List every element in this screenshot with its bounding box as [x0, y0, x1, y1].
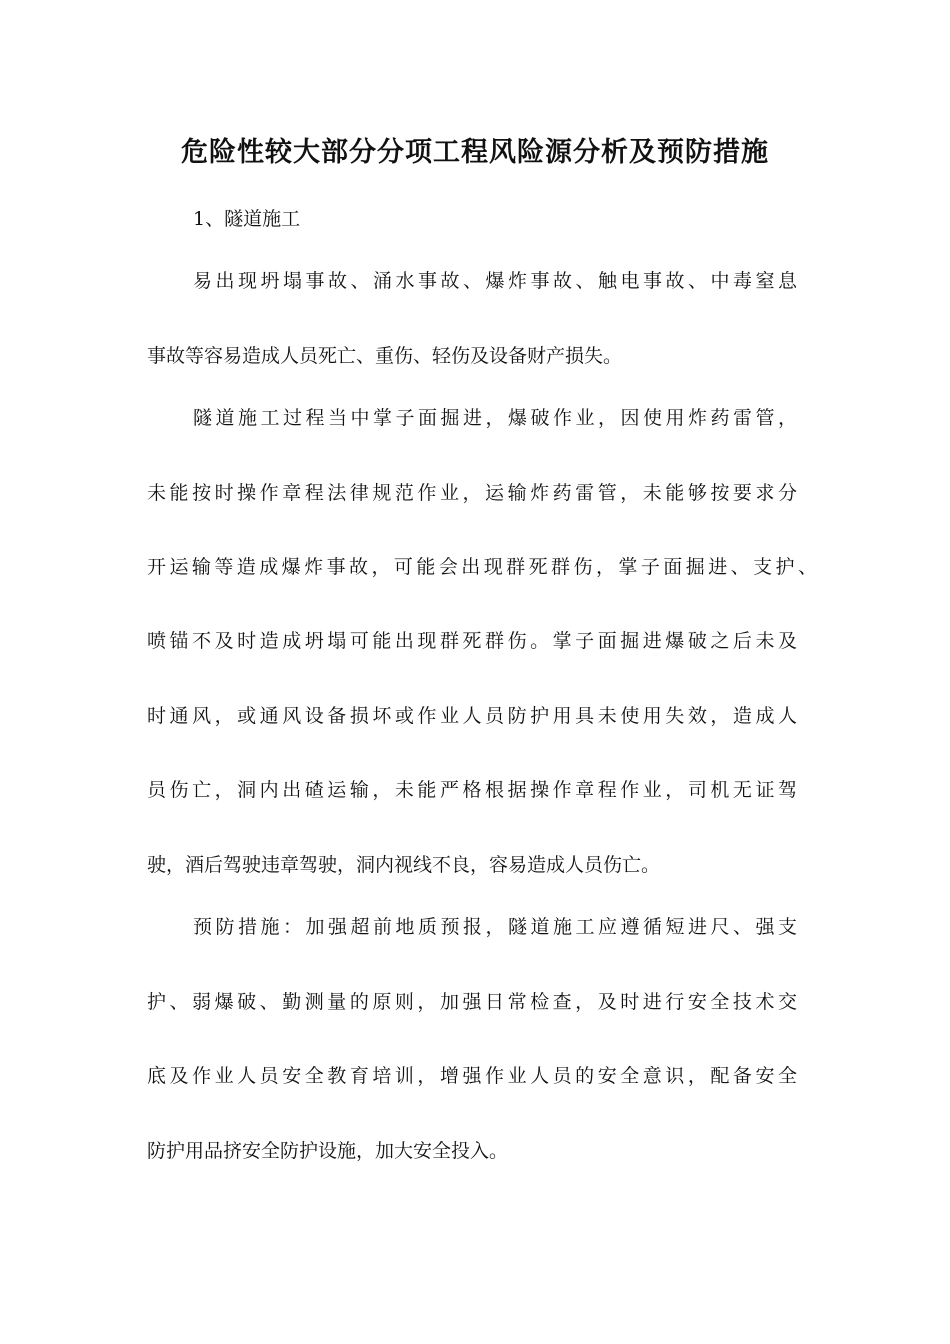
- paragraph-2-line-6: 员伤亡，洞内出碴运输，未能严格根据操作章程作业，司机无证驾: [147, 779, 797, 801]
- section-heading: 1、隧道施工: [193, 208, 301, 230]
- paragraph-2-line-2: 未能按时操作章程法律规范作业，运输炸药雷管，未能够按要求分: [147, 482, 797, 504]
- paragraph-2-line-7: 驶，酒后驾驶违章驾驶，洞内视线不良，容易造成人员伤亡。: [147, 854, 661, 876]
- paragraph-1-line-1: 易出现坍塌事故、涌水事故、爆炸事故、触电事故、中毒窒息: [193, 270, 797, 292]
- paragraph-3-line-2: 护、弱爆破、勤测量的原则，加强日常检查，及时进行安全技术交: [147, 991, 797, 1013]
- paragraph-3-line-1: 预防措施：加强超前地质预报，隧道施工应遵循短进尺、强支: [193, 916, 797, 938]
- paragraph-2-line-3: 开运输等造成爆炸事故，可能会出现群死群伤，掌子面掘进、支护、: [147, 556, 817, 578]
- paragraph-1-line-2: 事故等容易造成人员死亡、重伤、轻伤及设备财产损失。: [147, 345, 623, 367]
- paragraph-2-line-5: 时通风，或通风设备损坏或作业人员防护用具未使用失效，造成人: [147, 705, 797, 727]
- paragraph-3-line-3: 底及作业人员安全教育培训，增强作业人员的安全意识，配备安全: [147, 1065, 797, 1087]
- paragraph-3-line-4: 防护用品挤安全防护设施，加大安全投入。: [147, 1140, 509, 1162]
- paragraph-2-line-1: 隧道施工过程当中掌子面掘进，爆破作业，因使用炸药雷管，: [193, 407, 797, 429]
- document-title: 危险性较大部分分项工程风险源分析及预防措施: [181, 137, 769, 168]
- paragraph-2-line-4: 喷锚不及时造成坍塌可能出现群死群伤。掌子面掘进爆破之后未及: [147, 630, 797, 652]
